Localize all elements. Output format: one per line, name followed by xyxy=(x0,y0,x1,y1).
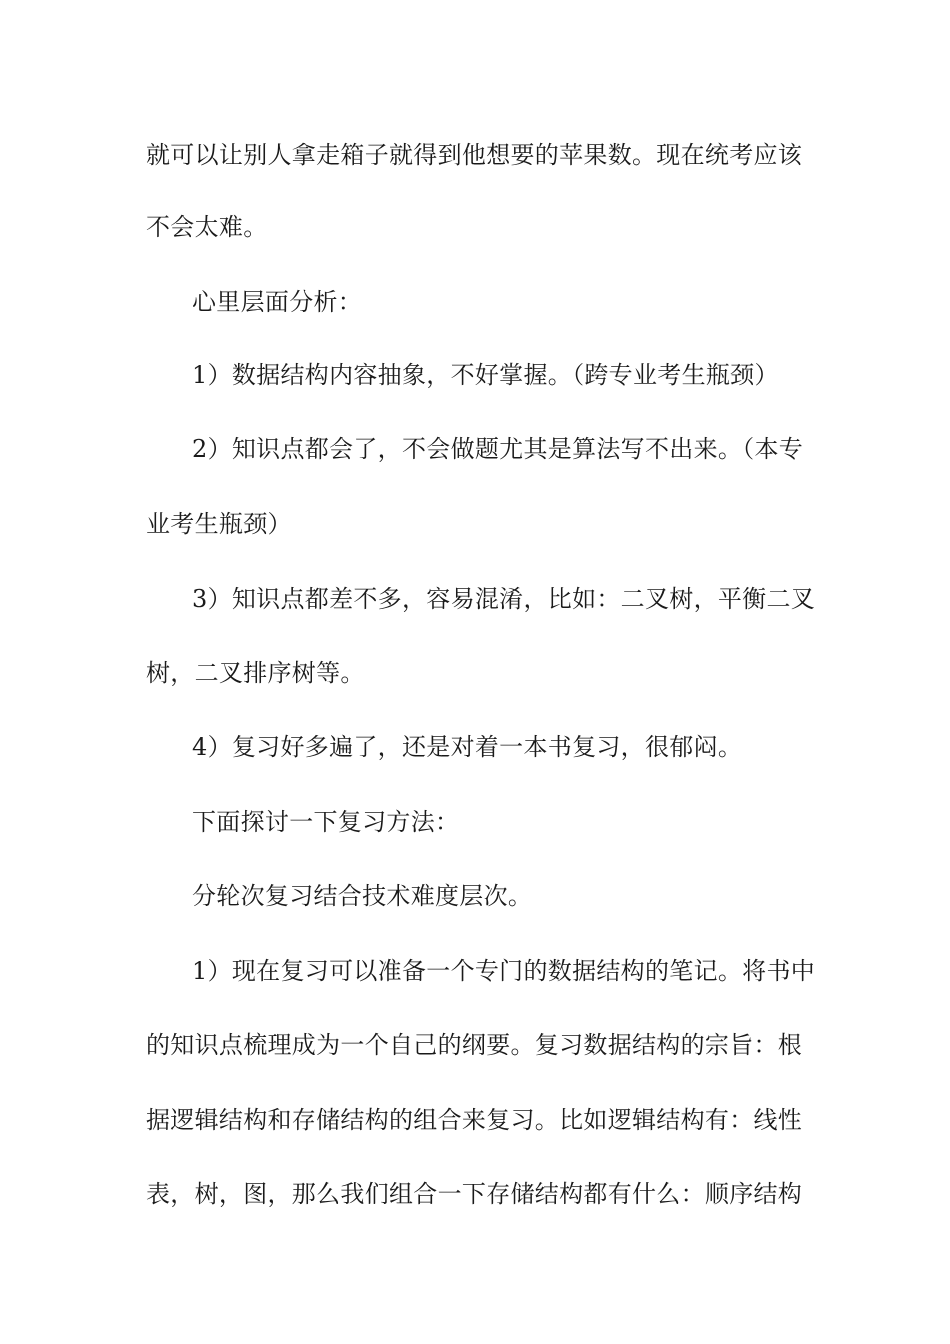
list-item: 2）知识点都会了，不会做题尤其是算法写不出来。（本专 xyxy=(192,435,804,463)
paragraph-line: 据逻辑结构和存储结构的组合来复习。比如逻辑结构有：线性 xyxy=(146,1106,803,1134)
list-item: 1）现在复习可以准备一个专门的数据结构的笔记。将书中 xyxy=(192,957,816,985)
paragraph-line: 的知识点梳理成为一个自己的纲要。复习数据结构的宗旨：根 xyxy=(146,1031,803,1059)
list-item: 3）知识点都差不多，容易混淆，比如：二叉树，平衡二叉 xyxy=(192,585,816,613)
paragraph-line: 就可以让别人拿走箱子就得到他想要的苹果数。现在统考应该 xyxy=(146,141,803,169)
paragraph-line: 树，二叉排序树等。 xyxy=(146,659,365,687)
paragraph-line: 表，树，图，那么我们组合一下存储结构都有什么：顺序结构 xyxy=(146,1180,803,1208)
list-item: 1）数据结构内容抽象，不好掌握。（跨专业考生瓶颈） xyxy=(192,361,779,389)
paragraph-line: 分轮次复习结合技术难度层次。 xyxy=(192,882,533,910)
paragraph-line: 业考生瓶颈） xyxy=(146,510,292,538)
list-item: 4）复习好多遍了，还是对着一本书复习，很郁闷。 xyxy=(192,733,743,761)
section-heading: 心里层面分析： xyxy=(192,288,363,316)
section-heading: 下面探讨一下复习方法： xyxy=(192,808,460,836)
paragraph-line: 不会太难。 xyxy=(146,213,268,241)
